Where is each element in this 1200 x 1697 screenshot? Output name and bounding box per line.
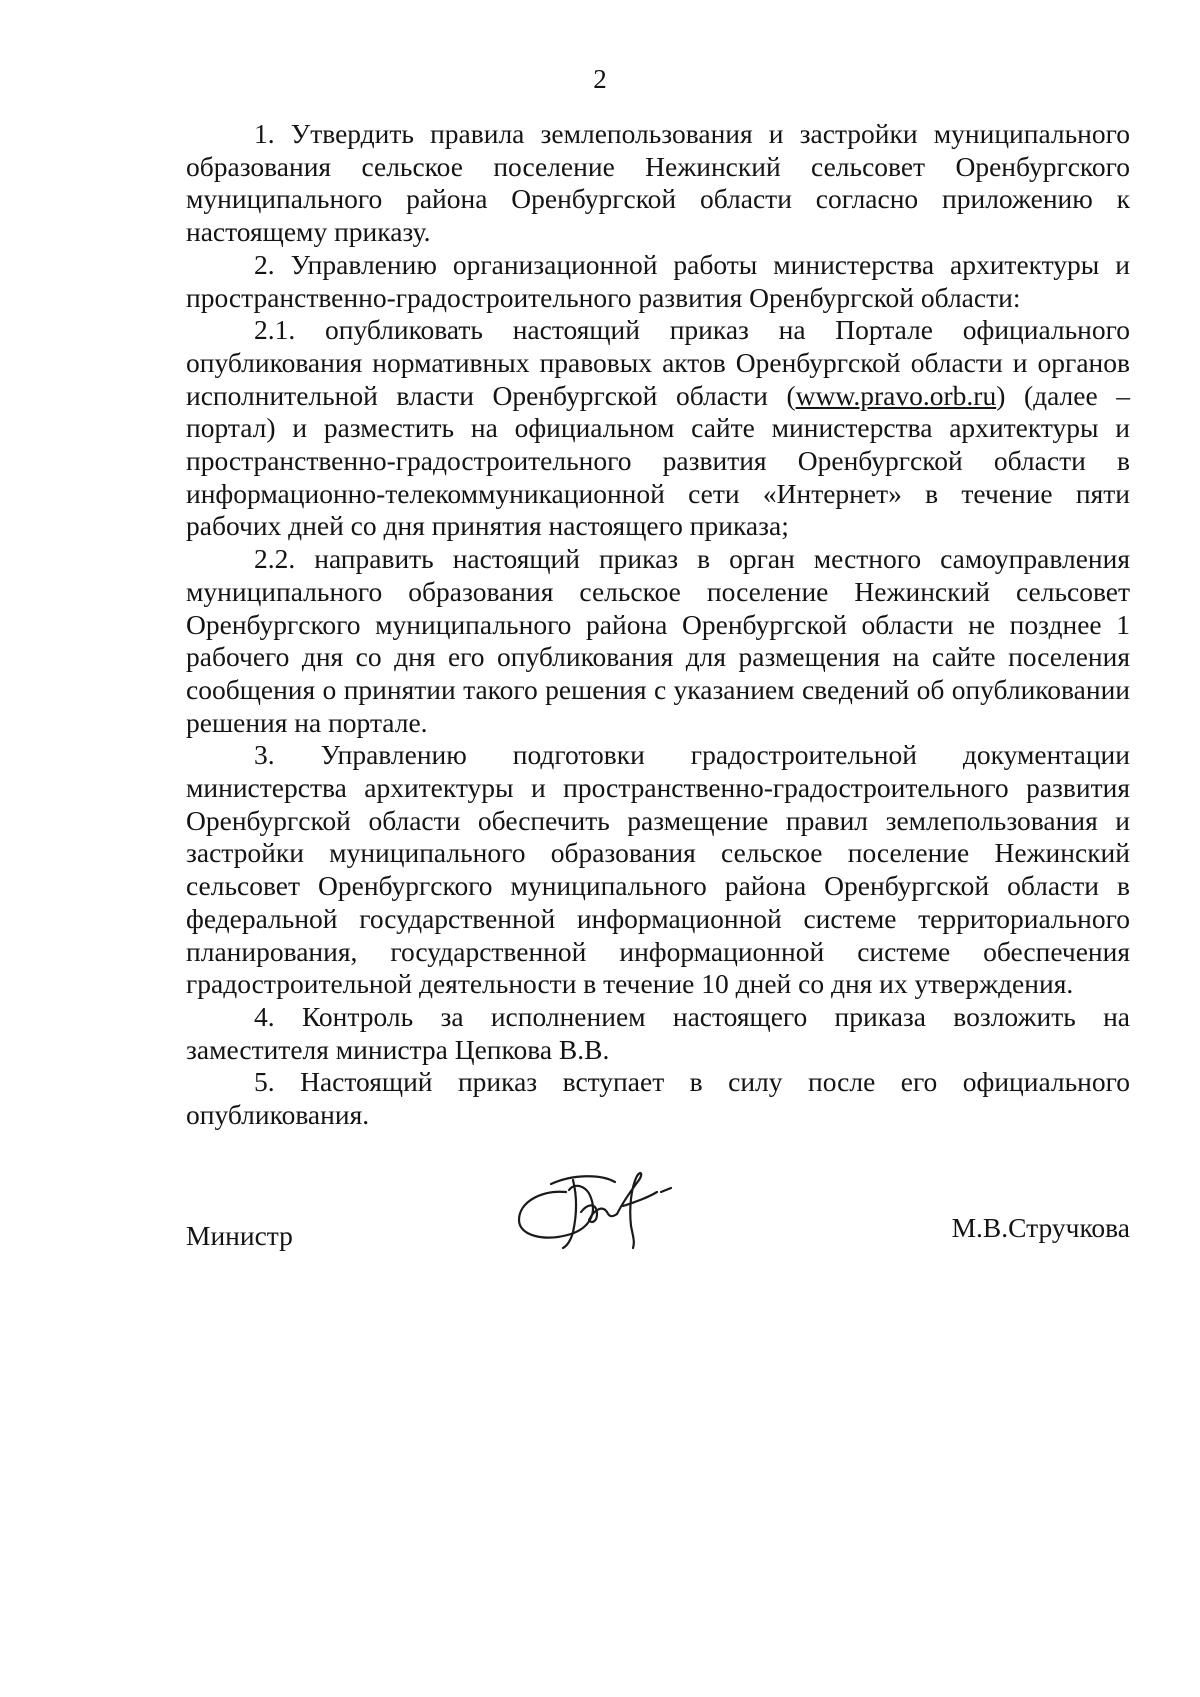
paragraph-2-1 bbox=[186, 314, 1130, 543]
paragraph-4: 4. Контроль за исполнением настоящего приказа возложить на заместителя министра Цепкова В.В. bbox=[186, 1000, 1130, 1065]
paragraph-1: 1. Утвердить правила землепользования и застройки муниципального образования сельское поселение Нежинский сельсовет Оренбургского муниципального района Оренбургской области согласно приложению к настоящему приказу. bbox=[186, 118, 1130, 248]
paragraph-2-2: 2.2. направить настоящий приказ в орган местного самоуправления муниципального образования сельское поселение Нежинский сельсовет Оренбургского муниципального района Оренбургской области не позднее 1 рабочего дня со дня его опубликования для размещения на сайте поселения сообщения о принятии такого решения с указанием сведений об опубликовании решения на портале. bbox=[186, 543, 1130, 738]
signature-block bbox=[186, 1200, 1130, 1260]
portal-url: www.pravo.orb.ru bbox=[795, 379, 997, 411]
handwritten-signature bbox=[511, 1162, 686, 1250]
document-body bbox=[186, 118, 1130, 1132]
signatory-title: Министр bbox=[186, 1220, 293, 1251]
signatory-name: М.В.Стручкова bbox=[951, 1212, 1130, 1243]
page-number: 2 bbox=[593, 64, 607, 94]
paragraph-2-1-text-after: ) (далее – портал) и разместить на официальном сайте министерства архитектуры и пространственно-градостроительного развития Оренбургской области в информационно-телекоммуникационной сети «Интернет» в течение пяти рабочих дней со дня принятия настоящего приказа; bbox=[186, 379, 1130, 542]
paragraph-3: 3. Управлению подготовки градостроительной документации министерства архитектуры и пространственно-градостроительного развития Оренбургской области обеспечить размещение правил землепользования и застройки муниципального образования сельское поселение Нежинский сельсовет Оренбургского муниципального района Оренбургской области в федеральной государственной информационной системе территориального планирования, государственной информационной системе обеспечения градостроительной деятельности в течение 10 дней со дня их утверждения. bbox=[186, 739, 1130, 1000]
paragraph-5: 5. Настоящий приказ вступает в силу после его официального опубликования. bbox=[186, 1066, 1130, 1131]
paragraph-2: 2. Управлению организационной работы министерства архитектуры и пространственно-градостроительного развития Оренбургской области: bbox=[186, 248, 1130, 313]
paragraph-2-1-text-before: 2.1. опубликовать настоящий приказ на Портале официального опубликования нормативных правовых актов Оренбургской области и органов исполнительной власти Оренбургской области ( bbox=[186, 314, 1130, 411]
